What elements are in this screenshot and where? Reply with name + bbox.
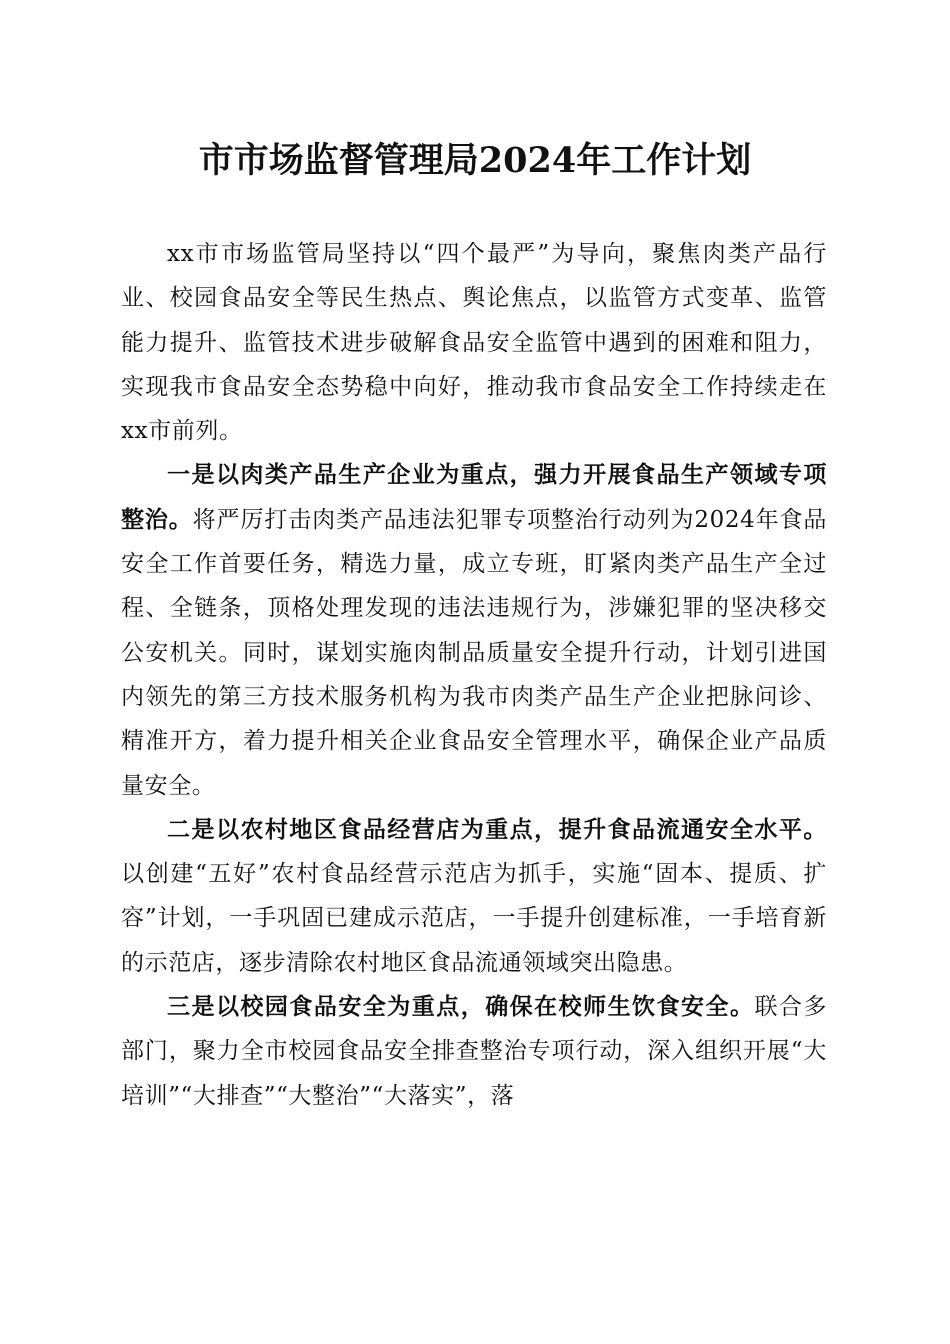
paragraph-intro bbox=[121, 232, 827, 453]
paragraph-item-3-text: 联合多部门，聚力全市校园食品安全排查整治专项行动，深入组织开展“大培训”“大排查”“大整治”“大落实”，落 bbox=[121, 994, 827, 1109]
paragraph-item-1 bbox=[121, 453, 827, 807]
paragraph-item-3-heading: 三是以校园食品安全为重点，确保在校师生饮食安全。 bbox=[167, 993, 755, 1021]
paragraph-item-3 bbox=[121, 985, 827, 1118]
paragraph-item-2-text: 以创建“五好”农村食品经营示范店为抓手，实施“固本、提质、扩容”计划，一手巩固已建成示范店，一手提升创建标准，一手培育新的示范店，逐步清除农村地区食品流通领域突出隐患。 bbox=[121, 861, 827, 976]
paragraph-item-1-text: 将严厉打击肉类产品违法犯罪专项整治行动列为2024年食品安全工作首要任务，精选力量，成立专班，盯紧肉类产品生产全过程、全链条，顶格处理发现的违法违规行为，涉嫌犯罪的坚决移交公安机关。同时，谋划实施肉制品质量安全提升行动，计划引进国内领先的第三方技术服务机构为我市肉类产品生产企业把脉问诊、精准开方，着力提升相关企业食品安全管理水平，确保企业产品质量安全。 bbox=[121, 506, 827, 799]
paragraph-item-2 bbox=[121, 808, 827, 985]
paragraph-item-2-heading: 二是以农村地区食品经营店为重点，提升食品流通安全水平。 bbox=[167, 815, 827, 843]
paragraph-item-1-heading: 一是以肉类产品生产企业为重点，强力开展食品生产领域专项整治。 bbox=[121, 461, 827, 533]
document-body bbox=[121, 232, 827, 1118]
paragraph-intro-text: xx市市场监管局坚持以“四个最严”为导向，聚焦肉类产品行业、校园食品安全等民生热点、舆论焦点，以监管方式变革、监管能力提升、监管技术进步破解食品安全监管中遇到的困难和阻力，实现我市食品安全态势稳中向好，推动我市食品安全工作持续走在xx市前列。 bbox=[121, 241, 827, 445]
document-title: 市市场监督管理局2024年工作计划 bbox=[198, 140, 752, 181]
